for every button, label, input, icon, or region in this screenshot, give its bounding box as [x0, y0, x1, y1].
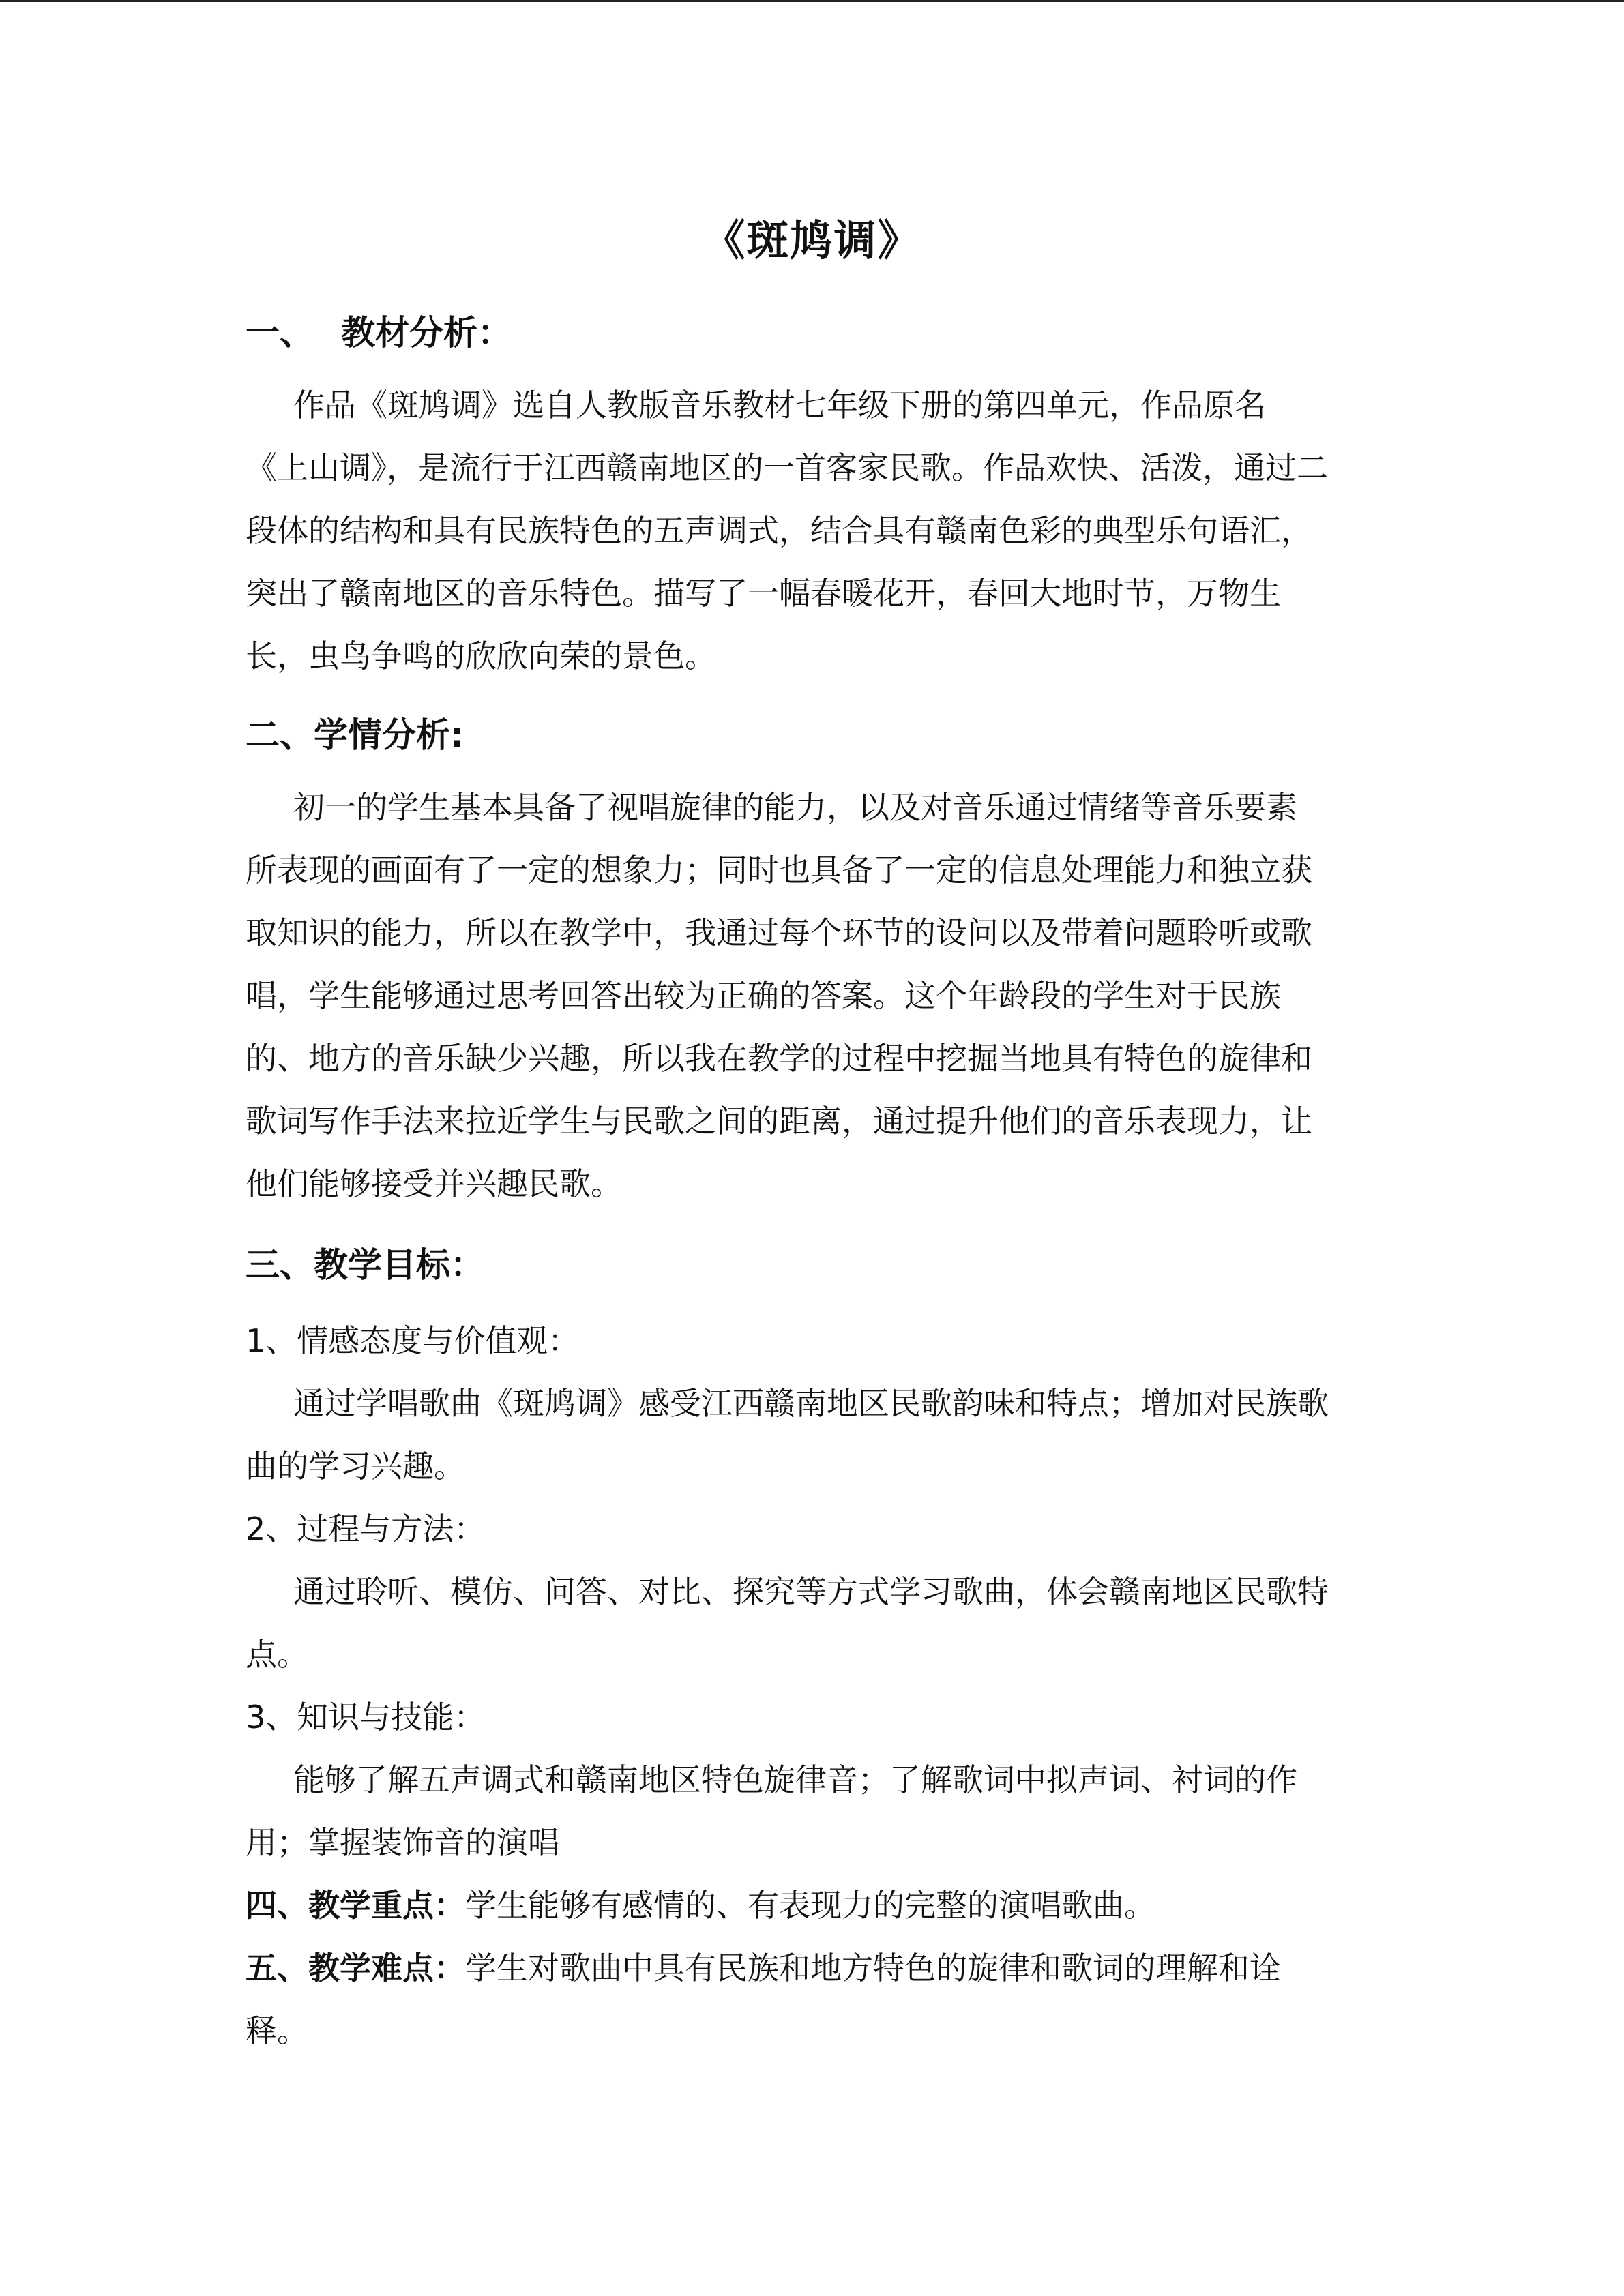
section-4-label: 四、教学重点：	[246, 1887, 465, 1924]
section-2-line: 他们能够接受并兴趣民歌。	[246, 1165, 622, 1202]
section-2-line: 所表现的画面有了一定的想象力；同时也具备了一定的信息处理能力和独立获	[246, 852, 1312, 889]
goal-3-line: 能够了解五声调式和赣南地区特色旋律音；了解歌词中拟声词、衬词的作	[293, 1761, 1297, 1798]
goal-3-label: 3、知识与技能：	[246, 1699, 486, 1735]
section-1-heading	[246, 305, 512, 355]
section-1-line: 作品《斑鸠调》选自人教版音乐教材七年级下册的第四单元，作品原名	[293, 387, 1266, 423]
section-1-line: 长，虫鸟争鸣的欣欣向荣的景色。	[246, 638, 716, 674]
section-2-line: 歌词写作手法来拉近学生与民歌之间的距离，通过提升他们的音乐表现力，让	[246, 1103, 1312, 1139]
section-4-row	[246, 1881, 1155, 1926]
section-2-heading: 二、学情分析:	[246, 715, 464, 755]
goal-2-label: 2、过程与方法：	[246, 1510, 486, 1547]
document-title: 《斑鸠调》	[703, 215, 921, 265]
section-5-text: 学生对歌曲中具有民族和地方特色的旋律和歌词的理解和诠	[465, 1950, 1281, 1986]
section-1-title: 教材分析：	[341, 313, 512, 353]
section-1-number: 一、	[246, 313, 314, 353]
goal-1-line: 曲的学习兴趣。	[246, 1448, 465, 1485]
section-5-line-2: 释。	[246, 2012, 308, 2049]
section-4-text: 学生能够有感情的、有表现力的完整的演唱歌曲。	[465, 1887, 1155, 1924]
goal-1-label: 1、情感态度与价值观：	[246, 1322, 580, 1359]
section-1-line: 《上山调》，是流行于江西赣南地区的一首客家民歌。作品欢快、活泼，通过二	[246, 449, 1328, 486]
section-5-label: 五、教学难点：	[246, 1950, 465, 1986]
section-2-line: 唱，学生能够通过思考回答出较为正确的答案。这个年龄段的学生对于民族	[246, 977, 1281, 1014]
goal-3-line: 用；掌握装饰音的演唱	[246, 1824, 559, 1861]
goal-1-line: 通过学唱歌曲《斑鸠调》感受江西赣南地区民歌韵味和特点；增加对民族歌	[293, 1385, 1329, 1422]
goal-2-line: 点。	[246, 1636, 308, 1673]
section-2-line: 初一的学生基本具备了视唱旋律的能力，以及对音乐通过情绪等音乐要素	[293, 789, 1297, 826]
section-2-line: 的、地方的音乐缺少兴趣，所以我在教学的过程中挖掘当地具有特色的旋律和	[246, 1040, 1312, 1077]
goal-2-line: 通过聆听、模仿、问答、对比、探究等方式学习歌曲，体会赣南地区民歌特	[293, 1573, 1329, 1610]
section-1-line: 段体的结构和具有民族特色的五声调式，结合具有赣南色彩的典型乐句语汇，	[246, 512, 1312, 549]
section-2-line: 取知识的能力，所以在教学中，我通过每个环节的设问以及带着问题聆听或歌	[246, 914, 1312, 951]
section-3-heading: 三、教学目标：	[246, 1245, 484, 1285]
section-1-line: 突出了赣南地区的音乐特色。描写了一幅春暖花开，春回大地时节，万物生	[246, 575, 1281, 612]
section-5-row	[246, 1943, 1281, 1988]
